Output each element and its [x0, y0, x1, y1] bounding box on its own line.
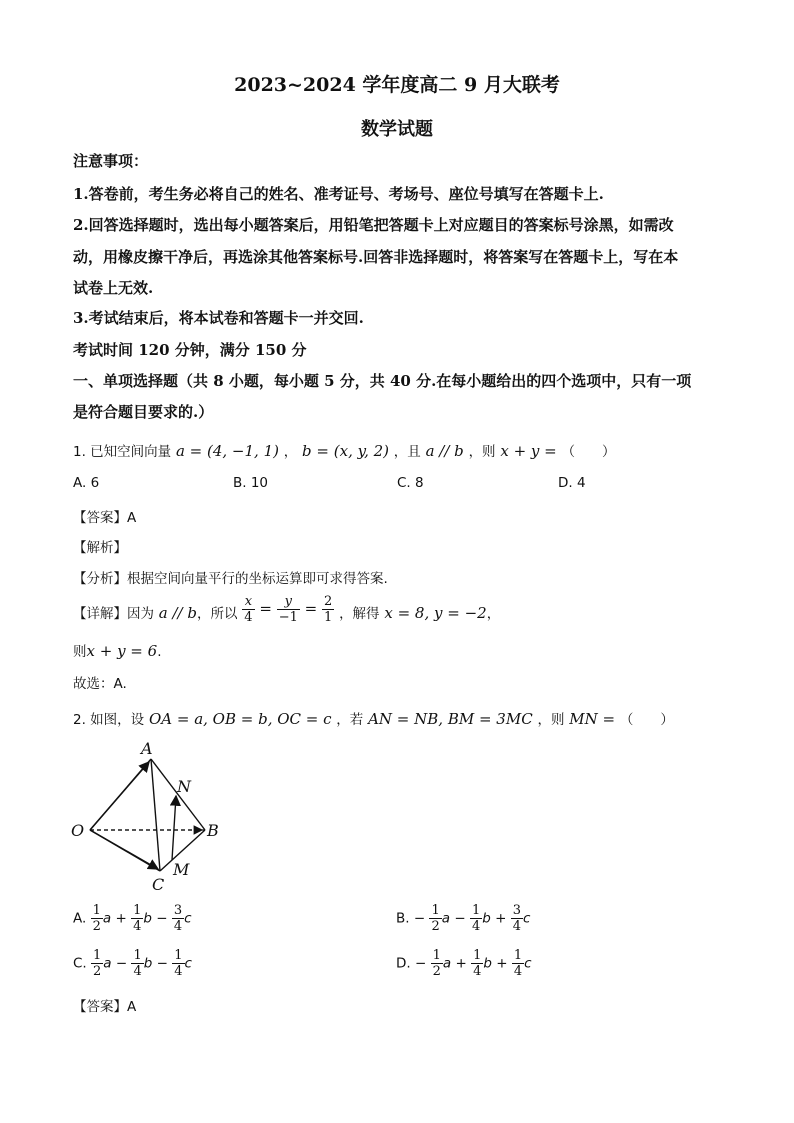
- q1-cond-pre: ，且: [393, 444, 421, 460]
- q1-choose-text: 故选：A.: [73, 676, 127, 692]
- q1-option-a: A. 6: [73, 475, 100, 491]
- q1-answer-value: A: [127, 510, 137, 526]
- notice-item-3: 3.考试结束后，将本试卷和答题卡一并交回.: [73, 309, 364, 327]
- tetrahedron-figure: [65, 738, 235, 898]
- q2-option-d: D. − $\frac{1}{2}$ a + $\frac{1}{4}$ b + $\frac{1}{4}$ c: [396, 948, 532, 979]
- q1-detail: 【详解】因为 a // b，所以 $\frac{x}{4}$ = $\frac{y}{-1}$ = $\frac{2}{1}$ ，解得 x = 8, y = −2，: [73, 594, 501, 625]
- fraction-x-over-4: $\frac{x}{4}$: [244, 594, 253, 625]
- q1-fenxi-text: 根据空间向量平行的坐标运算即可求得答案.: [127, 571, 388, 587]
- notice-item-2-line-1: 2.回答选择题时，选出每小题答案后，用铅笔把答题卡上对应题目的答案标号涂黑，如需改: [73, 216, 674, 234]
- fraction-y-over-neg1: $\frac{y}{-1}$: [278, 594, 298, 625]
- q2-option-d-letter: D.: [396, 955, 411, 972]
- q1-fenxi: [73, 567, 388, 587]
- edge-AC: [151, 759, 160, 871]
- q1-choose: [73, 672, 127, 692]
- section-heading-line-2: 是符合题目要求的.）: [73, 403, 214, 421]
- q2-prefix: 2. 如图，设: [73, 712, 145, 728]
- exam-time: 考试时间 120 分钟，满分 150 分: [73, 341, 307, 359]
- q1-detail-pre: 因为: [127, 605, 154, 622]
- q2-ask-pre: ，则: [537, 712, 565, 728]
- q2-definitions: OA = a, OB = b, OC = c: [148, 710, 332, 728]
- q2-condition: AN = NB, BM = 3MC: [368, 710, 533, 728]
- vector-OC-arrow: [90, 830, 158, 869]
- q2-option-a: A. $\frac{1}{2}$ a + $\frac{1}{4}$ b − $\frac{3}{4}$ c: [73, 903, 192, 934]
- vector-MN-arrow: [172, 796, 176, 860]
- q1-condition: a // b: [425, 442, 464, 460]
- q2-option-a-letter: A.: [73, 910, 87, 927]
- q2-option-b-letter: B.: [396, 910, 410, 927]
- q1-solution: x = 8, y = −2: [384, 603, 487, 622]
- q1-ask: x + y =: [500, 442, 557, 460]
- q2-answer: [73, 995, 136, 1015]
- label-A: A: [141, 739, 153, 758]
- q1-sep: ，: [283, 444, 298, 460]
- q1-analysis-label: 【解析】: [73, 540, 127, 556]
- q2-option-c-letter: C.: [73, 955, 87, 972]
- q1-answer: [73, 506, 136, 526]
- fraction-2-over-1: $\frac{2}{1}$: [324, 594, 333, 625]
- q2-ask: MN =: [569, 710, 616, 728]
- q1-option-d: D. 4: [558, 475, 586, 491]
- q2-answer-tag: 【答案】: [73, 999, 127, 1015]
- q1-prefix: 1. 已知空间向量: [73, 444, 172, 460]
- q2-option-b: B. − $\frac{1}{2}$ a − $\frac{1}{4}$ b + $\frac{3}{4}$ c: [396, 903, 531, 934]
- question-2-stem: [73, 708, 674, 728]
- q1-option-b: B. 10: [233, 475, 269, 491]
- q1-then-expr: x + y = 6: [86, 642, 158, 660]
- question-1-stem: [73, 440, 616, 460]
- q1-then: [73, 640, 161, 660]
- q1-then-pre: 则: [73, 644, 87, 660]
- q1-analysis-tag: [73, 536, 127, 556]
- section-heading-line-1: 一、单项选择题（共 8 小题，每小题 5 分，共 40 分.在每小题给出的四个选项中，只有一项: [73, 372, 692, 390]
- label-O: O: [71, 821, 85, 840]
- q1-then-end: .: [157, 644, 162, 660]
- label-C: C: [152, 875, 165, 894]
- q1-option-c: C. 8: [397, 475, 424, 491]
- label-M: M: [173, 860, 190, 879]
- q1-fenxi-tag: 【分析】: [73, 571, 127, 587]
- notice-heading: 注意事项：: [73, 152, 149, 170]
- label-N: N: [177, 777, 191, 796]
- q1-detail-post: ，解得: [339, 605, 380, 622]
- q1-ask-pre: ，则: [468, 444, 496, 460]
- q1-vector-a: a = (4, −1, 1): [175, 442, 279, 460]
- label-B: B: [207, 821, 219, 840]
- q1-detail-cond: a // b: [158, 603, 197, 622]
- notice-item-1: 1.答卷前，考生务必将自己的姓名、准考证号、考场号、座位号填写在答题卡上.: [73, 185, 604, 203]
- q1-detail-tag: 【详解】: [73, 605, 127, 622]
- q2-option-c: C. $\frac{1}{2}$ a − $\frac{1}{4}$ b − $\frac{1}{4}$ c: [73, 948, 192, 979]
- exam-title: 2023~2024 学年度高二 9 月大联考: [234, 74, 560, 96]
- exam-subtitle: 数学试题: [361, 119, 433, 140]
- q1-answer-tag: 【答案】: [73, 510, 127, 526]
- vector-OA-arrow: [90, 762, 149, 830]
- q2-cond-pre: ，若: [336, 712, 364, 728]
- q1-vector-b: b = (x, y, 2): [302, 442, 390, 460]
- notice-item-2-line-3: 试卷上无效.: [73, 279, 154, 297]
- q1-ask-post: （ ）: [561, 444, 616, 460]
- q1-detail-mid: ，所以: [196, 605, 238, 622]
- notice-item-2-line-2: 动，用橡皮擦干净后，再选涂其他答案标号.回答非选择题时，将答案写在答题卡上，写在本: [73, 248, 679, 266]
- q2-answer-value: A: [127, 999, 137, 1015]
- q1-detail-end: ，: [486, 605, 501, 622]
- q2-ask-post: （ ）: [619, 712, 674, 728]
